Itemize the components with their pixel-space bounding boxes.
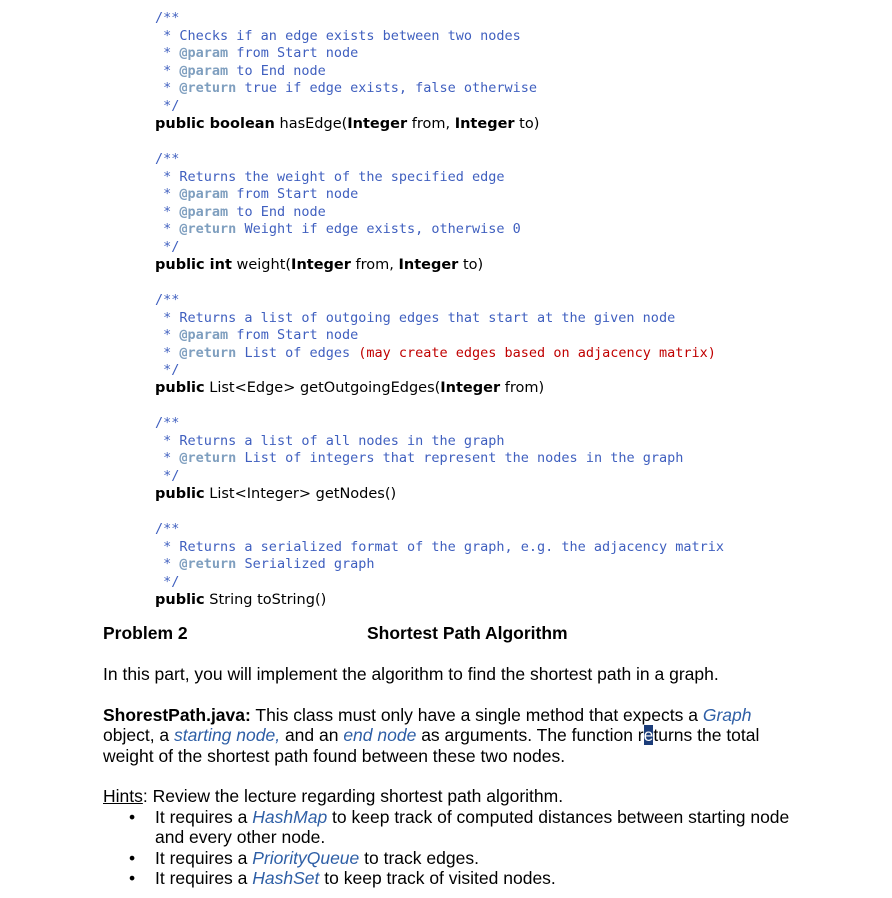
param-text: from Start node <box>236 327 359 344</box>
hint-text: It requires a <box>155 807 253 827</box>
return-tag: @return <box>179 556 237 573</box>
hint-text: to keep track of computed distances between starting node and every other node. <box>155 807 790 848</box>
signature-getOutgoingEdges <box>155 380 544 396</box>
return-tag: @return <box>179 344 237 361</box>
sig-param: from, <box>407 116 455 132</box>
hints-list <box>103 807 793 889</box>
problem-title: Shortest Path Algorithm <box>367 623 568 643</box>
javadoc-open: /** <box>155 521 180 537</box>
param-tag: @param <box>179 327 229 344</box>
sig-param: from) <box>500 380 545 396</box>
javadoc-open: /** <box>155 415 180 431</box>
javadoc-open: /** <box>155 10 180 26</box>
javadoc-getOutgoingEdges: /** * Returns a list of outgoing edges that start at the given node * @param from Start node * @return List of edges (may create edges based on adjacency matrix) */ <box>155 292 716 379</box>
sig-keyword: public boolean <box>155 116 275 132</box>
javadoc-close: */ <box>163 238 180 255</box>
return-text: Serialized graph <box>244 556 375 573</box>
return-text: Weight if edge exists, otherwise 0 <box>244 221 521 238</box>
javadoc-desc: Returns the weight of the specified edge <box>179 168 505 185</box>
hint-text: It requires a <box>155 868 253 889</box>
return-tag: @return <box>179 450 237 467</box>
list-item <box>103 848 793 868</box>
hints-line <box>103 786 793 806</box>
sig-type: Integer <box>398 257 459 273</box>
term-priorityqueue: PriorityQueue <box>252 847 360 868</box>
bullet-icon: • <box>129 868 136 889</box>
hints-text: : Review the lecture regarding shortest path algorithm. <box>142 786 564 806</box>
javadoc-toString: /** * Returns a serialized format of the graph, e.g. the adjacency matrix * @return Serialized graph */ <box>155 521 724 590</box>
javadoc-open: /** <box>155 292 180 308</box>
text-cursor-highlight: e <box>643 725 654 746</box>
hint-text: to track edges. <box>359 847 479 868</box>
bullet-icon: • <box>129 807 136 827</box>
sig-type: Integer <box>291 257 351 273</box>
javadoc-getNodes: /** * Returns a list of all nodes in the graph * @return List of integers that represent the nodes in the graph */ <box>155 415 684 484</box>
term-starting-node: starting node, <box>174 725 281 746</box>
sig-type: Integer <box>347 116 408 132</box>
javadoc-open: /** <box>155 151 180 167</box>
javadoc-close: */ <box>163 573 180 590</box>
param-text: from Start node <box>236 45 359 62</box>
hints-label: Hints <box>103 786 143 806</box>
spec-text: object, a <box>103 725 175 746</box>
signature-getNodes <box>155 486 396 502</box>
list-item <box>103 868 793 888</box>
javadoc-desc: Checks if an edge exists between two nodes <box>179 27 521 44</box>
spec-text: This class must only have a single method that expects a <box>250 705 703 725</box>
javadoc-desc: Returns a serialized format of the graph, e.g. the adjacency matrix <box>179 538 724 555</box>
sig-type: Integer <box>440 380 501 396</box>
javadoc-close: */ <box>163 97 180 114</box>
sig-keyword: public <box>155 380 205 396</box>
param-text: to End node <box>236 62 326 79</box>
return-tag: @return <box>179 221 237 238</box>
javadoc-close: */ <box>163 362 180 379</box>
sig-type: Integer <box>454 116 515 132</box>
sig-keyword: public int <box>155 257 232 273</box>
param-tag: @param <box>179 186 229 203</box>
param-text: to End node <box>236 203 326 220</box>
spec-text: and an <box>280 725 344 746</box>
sig-name: List<Edge> getOutgoingEdges( <box>204 380 441 396</box>
term-graph: Graph <box>702 705 752 725</box>
spec-paragraph <box>103 705 793 766</box>
sig-param: from, <box>350 257 399 273</box>
term-hashset: HashSet <box>252 868 320 889</box>
signature-toString <box>155 592 326 608</box>
return-text: List of integers that represent the nodes in the graph <box>244 450 684 467</box>
sig-name: List<Integer> getNodes() <box>204 486 397 502</box>
hint-text: to keep track of visited nodes. <box>319 868 556 889</box>
javadoc-weight: /** * Returns the weight of the specified edge * @param from Start node * @param to End node * @return Weight if edge exists, otherwise 0 */ <box>155 151 521 255</box>
hint-text: It requires a <box>155 847 253 868</box>
param-tag: @param <box>179 203 229 220</box>
return-note-red: (may create edges based on adjacency matrix) <box>358 344 716 361</box>
param-tag: @param <box>179 45 229 62</box>
javadoc-close: */ <box>163 467 180 484</box>
signature-weight <box>155 257 483 273</box>
sig-param: to) <box>514 116 540 132</box>
sig-keyword: public <box>155 486 205 502</box>
term-hashmap: HashMap <box>252 807 328 827</box>
javadoc-desc: Returns a list of all nodes in the graph <box>179 432 505 449</box>
param-tag: @param <box>179 62 229 79</box>
javadoc-desc: Returns a list of outgoing edges that start at the given node <box>179 309 676 326</box>
bullet-icon: • <box>129 847 136 868</box>
param-text: from Start node <box>236 186 359 203</box>
list-item <box>103 807 793 848</box>
return-text: true if edge exists, false otherwise <box>244 80 538 97</box>
spec-file-name: ShorestPath.java: <box>103 705 251 725</box>
intro-paragraph: In this part, you will implement the algorithm to find the shortest path in a graph. <box>103 664 719 684</box>
sig-name: hasEdge( <box>274 116 348 132</box>
sig-name: String toString() <box>204 592 327 608</box>
sig-keyword: public <box>155 592 205 608</box>
spec-text: turns the total weight of the shortest path found between these two nodes. <box>103 725 760 766</box>
return-tag: @return <box>179 80 237 97</box>
sig-param: to) <box>458 257 484 273</box>
spec-text: as arguments. The function r <box>416 725 644 746</box>
signature-hasEdge <box>155 116 539 132</box>
sig-name: weight( <box>231 257 292 273</box>
term-end-node: end node <box>343 725 417 746</box>
return-text: List of edges <box>244 344 359 361</box>
javadoc-hasEdge: /** * Checks if an edge exists between two nodes * @param from Start node * @param to End node * @return true if edge exists, false otherwise */ <box>155 10 538 114</box>
problem-label: Problem 2 <box>103 623 188 643</box>
